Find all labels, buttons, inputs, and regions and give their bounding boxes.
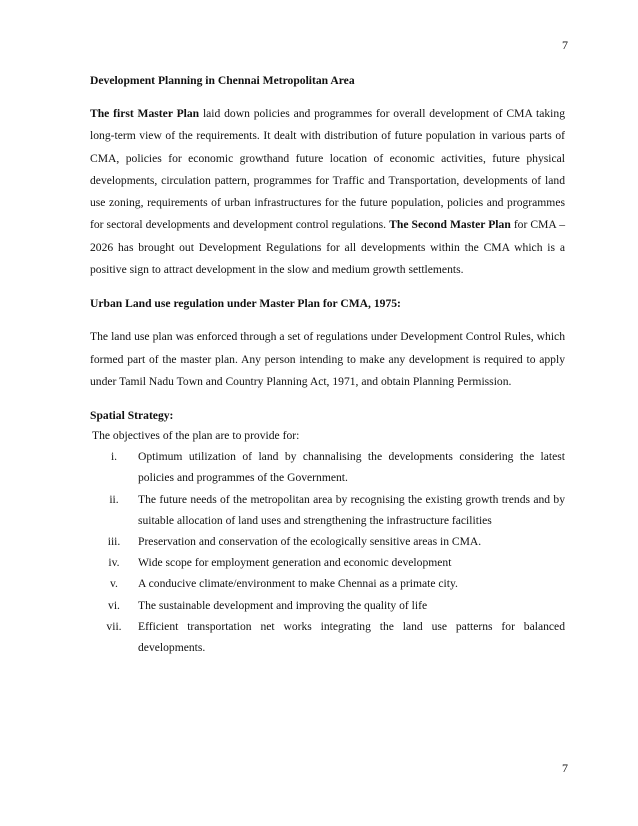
objective-number [90,573,128,594]
objective-number-label: ii. [109,492,119,506]
objective-number-label: i. [110,450,118,464]
objective-text: Wide scope for employment generation and economic development [138,556,452,570]
master-plan-text-2: for CMA – 2026 has brought out Development Regulations for all developments within the CMA which is a positive sign to attract development in the slow and medium growth settlements. [90,218,565,277]
objective-item [90,552,565,573]
objective-number-label: vi. [108,598,120,612]
objective-item [90,531,565,552]
objective-item [90,489,565,531]
objective-number [90,595,128,616]
second-master-plan-label: The Second Master Plan [389,218,511,232]
master-plan-paragraph [90,103,565,281]
objective-text: A conducive climate/environment to make Chennai as a primate city. [138,577,458,591]
section-title: Development Planning in Chennai Metropolitan Area [90,74,355,87]
objective-number [90,531,128,552]
page-content [90,70,565,658]
objective-number-label: iii. [107,535,121,549]
objective-text: Preservation and conservation of the ecologically sensitive areas in CMA. [138,535,482,549]
spatial-strategy-heading: Spatial Strategy: [90,409,174,423]
land-use-heading: Urban Land use regulation under Master Plan for CMA, 1975: [90,297,401,311]
master-plan-text-1: laid down policies and programmes for overall development of CMA taking long-term view of the requirements. It dealt with distribution of future population in various parts of CMA, policies for economic growthand future location of economic activities, future physical developments, circulation pattern, programmes for Traffic and Transportation, developments of land use zoning, requirements of urban infrastructures for the future population, policies and programmes for sectoral developments and development control regulations. [90,107,565,232]
objective-text: Efficient transportation net works integrating the land use patterns for balanced developments. [138,619,565,655]
objective-text: Optimum utilization of land by channalising the developments considering the latest policies and programmes of the Government. [138,450,565,485]
objective-number [90,616,128,658]
objective-item [90,573,565,594]
objectives-list [90,446,565,658]
objective-number [90,446,128,488]
page-number-top: 7 [562,38,568,52]
spatial-strategy-intro: The objectives of the plan are to provide for: [92,429,300,443]
objective-item [90,446,565,488]
objective-item [90,595,565,616]
objective-number-label: v. [110,577,118,591]
objective-number-label: vii. [106,619,122,633]
page-number-bottom: 7 [562,761,568,775]
land-use-paragraph: The land use plan was enforced through a set of regulations under Development Control Rules, which formed part of the master plan. Any person intending to make any development is required to apply under Tamil Nadu Town and Country Planning Act, 1971, and obtain Planning Permission. [90,330,565,388]
objective-item [90,616,565,658]
objective-text: The sustainable development and improving the quality of life [138,598,428,612]
objective-number [90,489,128,531]
objective-number [90,552,128,573]
first-master-plan-label: The first Master Plan [90,107,200,120]
objective-text: The future needs of the metropolitan area by recognising the existing growth trends and by suitable allocation of land uses and strengthening the infrastructure facilities [138,492,565,527]
objective-number-label: iv. [108,556,120,570]
